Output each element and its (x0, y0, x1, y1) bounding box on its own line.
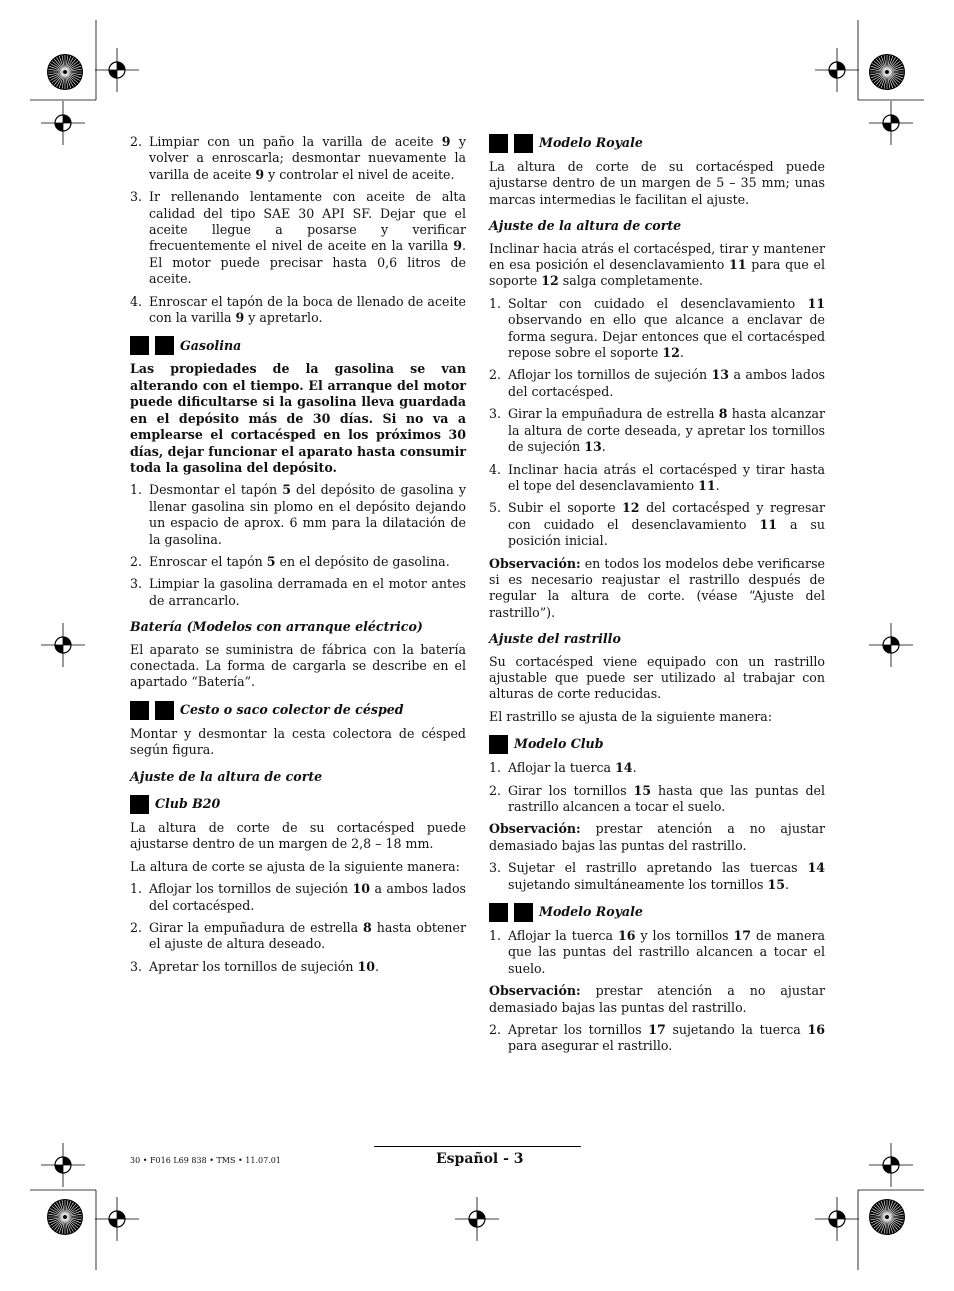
footer-page-title: Español - 3 (436, 1151, 524, 1167)
observacion-2: Observación: prestar atención a no ajustar demasiado bajas las puntas del rastrillo. (489, 821, 825, 853)
list-item-number: 4. (130, 293, 143, 309)
bold-reference: 15 (633, 782, 652, 798)
list-item-number: 2. (489, 367, 502, 383)
starburst-center (63, 70, 67, 74)
bold-reference: 12 (541, 273, 559, 289)
starburst-center (63, 1215, 67, 1219)
crosshair-quadrant (117, 1211, 125, 1219)
list-item: 5. Subir el soporte 12 del cortacésped y regresar con cuidado el desenclavamiento 11 a su posición inicial. (489, 500, 826, 549)
crosshair-quadrant (117, 62, 125, 70)
bold-reference: Observación: (489, 983, 581, 999)
bold-reference: 5 (266, 553, 276, 569)
crosshair-quadrant (55, 645, 63, 653)
list-item: 2. Limpiar con un paño la varilla de aceite 9 y volver a enroscarla; desmontar nuevamente la varilla de aceite 9 y controlar el nivel de aceite. (130, 134, 466, 182)
bold-reference: 9 (255, 166, 265, 182)
bold-reference: 17 (648, 1022, 666, 1038)
list-item-number: 4. (489, 461, 502, 477)
bold-reference: 8 (718, 406, 728, 422)
crosshair-quadrant (883, 1165, 891, 1173)
crosshair-quadrant (837, 62, 845, 70)
list-item: 1. Aflojar la tuerca 14. (489, 760, 637, 776)
rastrillo-text-2: El rastrillo se ajusta de la siguiente manera: (489, 708, 773, 724)
crosshair-quadrant (55, 123, 63, 131)
bold-reference: 11 (729, 257, 747, 273)
list-item: 3. Limpiar la gasolina derramada en el motor antes de arrancarlo. (130, 576, 466, 608)
bold-reference: 15 (767, 876, 786, 892)
model-marker-icon (155, 336, 174, 355)
crosshair-quadrant (883, 645, 891, 653)
observacion-3: Observación: prestar atención a no ajustar demasiado bajas las puntas del rastrillo. (489, 983, 825, 1015)
bateria-text: El aparato se suministra de fábrica con la batería conectada. La forma de cargarla se describe en el apartado “Batería”. (130, 641, 466, 690)
bold-reference: 13 (584, 439, 602, 455)
bold-reference: 16 (807, 1022, 825, 1038)
bold-reference: 11 (807, 295, 825, 311)
list-item: 2. Girar los tornillos 15 hasta que las puntas del rastrillo alcancen a tocar el suelo. (489, 782, 826, 814)
list-item: 2. Aflojar los tornillos de sujeción 13 a ambos lados del cortacésped. (489, 367, 825, 399)
royale-rastrillo-steps-2 (489, 1022, 825, 1055)
bold-reference: 10 (352, 881, 371, 897)
crosshair-quadrant (469, 1219, 477, 1227)
list-item-number: 2. (489, 782, 502, 798)
crosshair-quadrant (883, 123, 891, 131)
cesto-heading: Cesto o saco colector de césped (130, 701, 466, 720)
model-marker-icon (514, 134, 533, 153)
list-item-number: 3. (130, 576, 143, 592)
royale-rastrillo-steps (489, 928, 825, 977)
crosshair-quadrant (109, 1219, 117, 1227)
list-item-number: 1. (130, 881, 143, 897)
crosshair-quadrant (891, 637, 899, 645)
club-text-2: La altura de corte se ajusta de la siguiente manera: (130, 858, 460, 874)
crosshair-quadrant (63, 637, 71, 645)
starburst-center (885, 1215, 889, 1219)
crosshair-quadrant (829, 1219, 837, 1227)
bold-reference: 9 (441, 134, 451, 149)
list-item-number: 2. (489, 1022, 502, 1038)
model-marker-icon (130, 336, 149, 355)
gasolina-heading: Gasolina (130, 336, 466, 355)
bold-reference: 9 (453, 238, 462, 254)
list-item: 2. Apretar los tornillos 17 sujetando la tuerca 16 para asegurar el rastrillo. (489, 1022, 825, 1054)
list-item: 1. Desmontar el tapón 5 del depósito de gasolina y llenar gasolina sin plomo en el depósito dejando un espacio de aprox. 6 mm para la dilatación de la gasolina. (130, 482, 466, 547)
bold-reference: 12 (622, 500, 640, 516)
model-marker-icon (489, 903, 508, 922)
bold-reference: 9 (235, 310, 245, 326)
list-item: 3. Ir rellenando lentamente con aceite de alta calidad del tipo SAE 30 API SF. Dejar que el aceite llegue a posarse y verificar frecuentemente el nivel de aceite en la varilla 9. El motor puede precisar hasta 0,6 litros de aceite. (130, 189, 466, 287)
model-marker-icon (130, 795, 149, 814)
bold-reference: 8 (363, 920, 372, 936)
list-item: 1. Aflojar la tuerca 16 y los tornillos 17 de manera que las puntas del rastrillo alcancen a tocar el suelo. (489, 928, 825, 976)
bold-reference: 14 (615, 760, 633, 776)
gasolina-steps-list (130, 482, 466, 609)
right-column (489, 134, 825, 1061)
list-item-number: 3. (130, 189, 143, 205)
club-b20-heading: Club B20 (130, 795, 466, 814)
crosshair-quadrant (63, 1157, 71, 1165)
list-item-number: 2. (130, 920, 143, 936)
ajuste-altura-heading: Ajuste de la altura de corte (130, 768, 323, 784)
list-item-number: 3. (489, 406, 502, 422)
list-item: 4. Enroscar el tapón de la boca de llenado de aceite con la varilla 9 y apretarlo. (130, 293, 466, 326)
crosshair-quadrant (891, 1157, 899, 1165)
bold-reference: 11 (698, 477, 716, 493)
list-item-number: 1. (489, 928, 502, 944)
bold-reference: 11 (759, 516, 777, 532)
bold-reference: 16 (617, 928, 636, 944)
rastrillo-heading: Ajuste del rastrillo (489, 631, 621, 647)
ajuste-text: Inclinar hacia atrás el cortacésped, tirar y mantener en esa posición el desenclavamiento 11 para que el soporte 12 salga completamente. (489, 240, 825, 289)
bold-reference: Observación: (489, 555, 581, 571)
list-item: 1. Soltar con cuidado el desenclavamiento 11 observando en ello que alcance a enclavar de forma segura. Dejar entonces que el cortacésped repose sobre el soporte 12. (489, 295, 825, 361)
club-rastrillo-steps-2 (489, 860, 825, 893)
list-item-number: 2. (130, 134, 143, 149)
crosshair-quadrant (109, 70, 117, 78)
list-item-number: 1. (489, 295, 502, 311)
list-item-number: 3. (130, 958, 143, 974)
bold-reference: 14 (807, 860, 825, 876)
rastrillo-text-1: Su cortacésped viene equipado con un rastrillo ajustable que puede ser utilizado al trabajar con alturas de corte reducidas. (489, 653, 825, 702)
bold-reference: 12 (662, 345, 680, 361)
club-steps-list (130, 881, 466, 975)
gasolina-warning: Las propiedades de la gasolina se van alterando con el tiempo. El arranque del motor puede dificultarse si la gasolina lleva guardada en el depósito más de 30 días. Si no va a emplearse el cortacésped en los próximos 30 días, dejar funcionar el aparato hasta consumir toda la gasolina del depósito. (130, 361, 466, 475)
list-item-number: 5. (489, 500, 502, 516)
list-item: 1. Aflojar los tornillos de sujeción 10 a ambos lados del cortacésped. (130, 881, 466, 913)
royale-text: La altura de corte de su cortacésped puede ajustarse dentro de un margen de 5 – 35 mm; unas marcas intermedias le facilitan el ajuste. (489, 159, 825, 207)
cesto-text: Montar y desmontar la cesta colectora de césped según figura. (130, 725, 466, 758)
model-marker-icon (130, 701, 149, 720)
royale-heading: Modelo Royale (489, 134, 825, 153)
club-text-1: La altura de corte de su cortacésped puede ajustarse dentro de un margen de 2,8 – 18 mm. (130, 820, 466, 852)
bold-reference: 10 (357, 958, 375, 974)
list-item: 3. Girar la empuñadura de estrella 8 hasta alcanzar la altura de corte deseada, y apretar los tornillos de sujeción 13. (489, 406, 826, 455)
club-rastrillo-steps (489, 760, 825, 815)
modelo-royale-heading-2: Modelo Royale (489, 903, 825, 922)
list-item: 3. Apretar los tornillos de sujeción 10. (130, 958, 379, 974)
model-marker-icon (514, 903, 533, 922)
list-item-number: 3. (489, 860, 502, 876)
crosshair-quadrant (837, 1211, 845, 1219)
bold-reference: 17 (733, 928, 751, 944)
modelo-club-heading: Modelo Club (489, 735, 825, 754)
model-marker-icon (489, 134, 508, 153)
crosshair-quadrant (55, 1165, 63, 1173)
crosshair-quadrant (891, 115, 899, 123)
list-item-number: 1. (130, 482, 143, 498)
list-item-number: 1. (489, 760, 502, 776)
bateria-heading: Batería (Modelos con arranque eléctrico) (130, 619, 423, 635)
footer-print-code: 30 • F016 L69 838 • TMS • 11.07.01 (130, 1156, 281, 1165)
starburst-center (885, 70, 889, 74)
crosshair-quadrant (477, 1211, 485, 1219)
list-item: 3. Sujetar el rastrillo apretando las tuercas 14 sujetando simultáneamente los tornillos 15. (489, 860, 825, 892)
crosshair-quadrant (829, 70, 837, 78)
royale-steps-list (489, 296, 825, 550)
crosshair-quadrant (63, 115, 71, 123)
list-item-number: 2. (130, 553, 143, 569)
bold-reference: 13 (711, 367, 730, 383)
observacion-1: Observación: en todos los modelos debe verificarse si es necesario reajustar el rastrillo después de regular la altura de corte. (véase “Ajuste del rastrillo”). (489, 555, 825, 620)
model-marker-icon (155, 701, 174, 720)
list-item: 2. Girar la empuñadura de estrella 8 hasta obtener el ajuste de altura deseado. (130, 920, 466, 952)
list-item: 4. Inclinar hacia atrás el cortacésped y tirar hasta el tope del desenclavamiento 11. (489, 461, 825, 493)
left-column (130, 134, 466, 981)
footer-rule (374, 1146, 581, 1147)
bold-reference: Observación: (489, 821, 581, 837)
ajuste-altura-heading-right: Ajuste de la altura de corte (489, 218, 682, 234)
list-item: 2. Enroscar el tapón 5 en el depósito de gasolina. (130, 553, 450, 569)
bold-reference: 5 (282, 482, 291, 498)
oil-steps-list (130, 134, 466, 326)
model-marker-icon (489, 735, 508, 754)
